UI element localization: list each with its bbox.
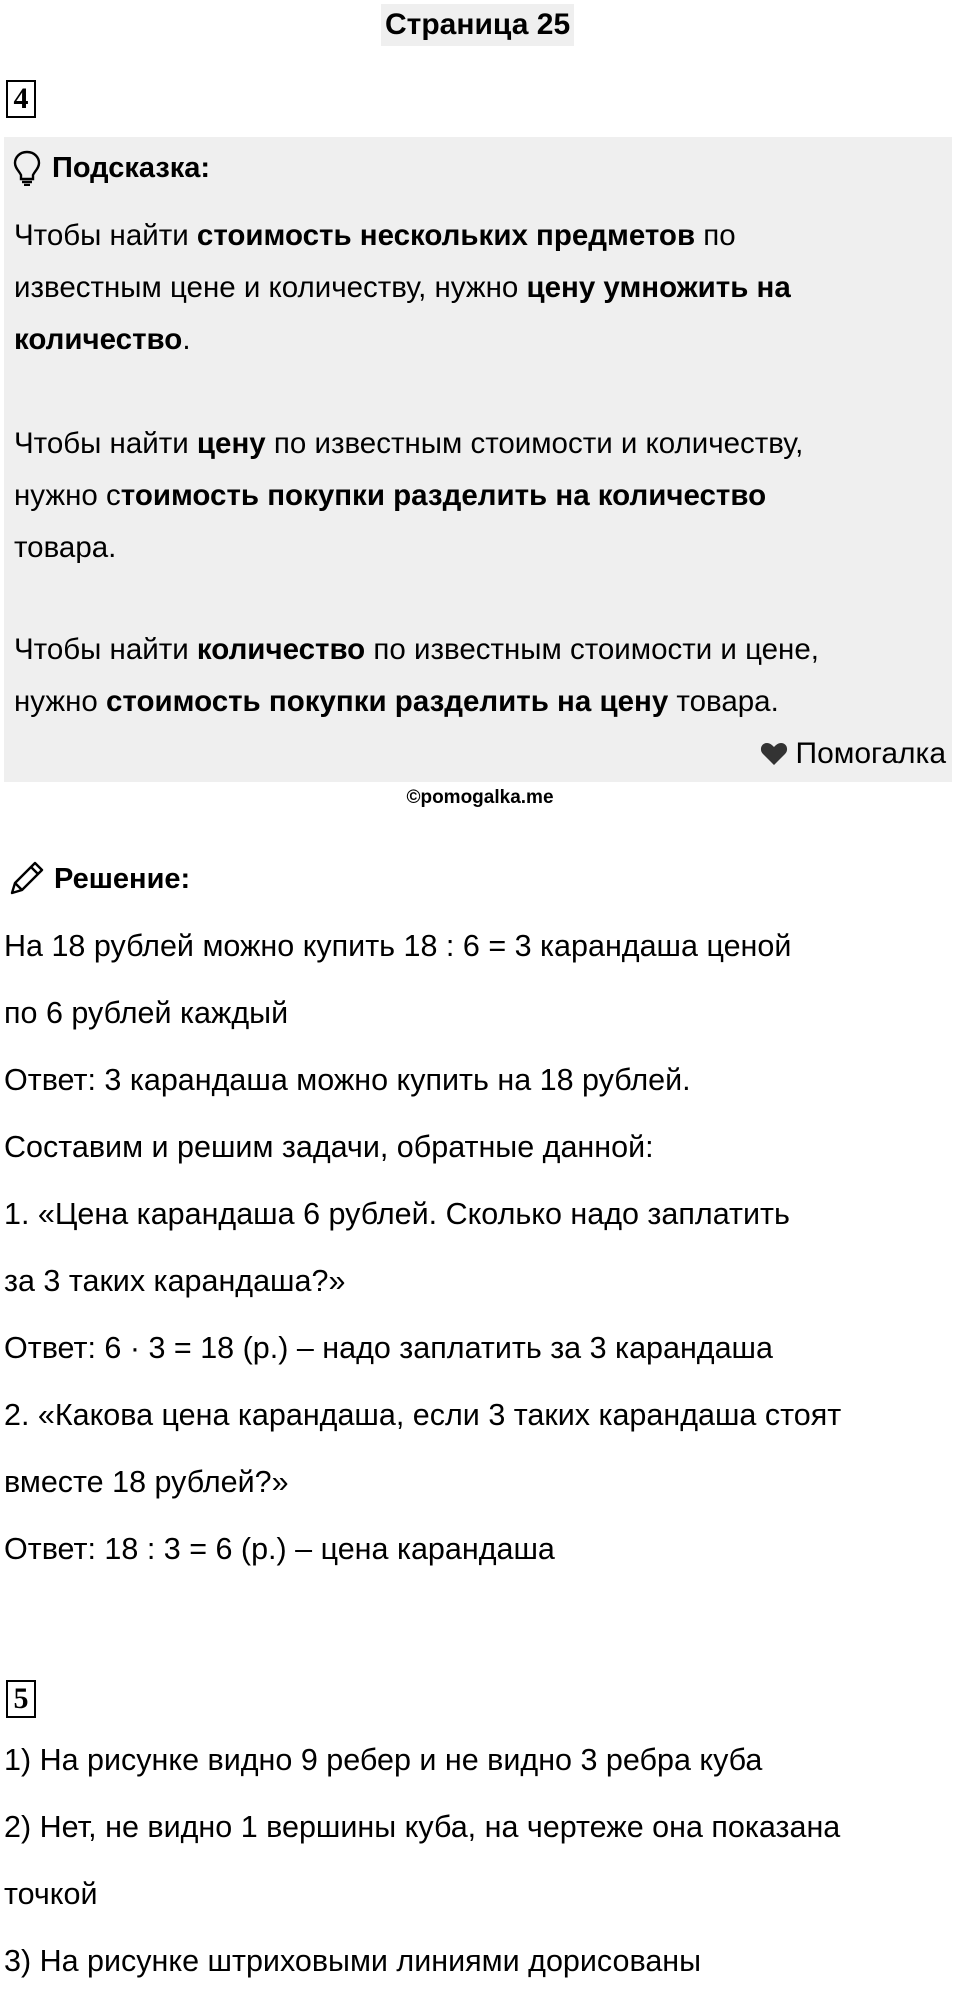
solution-line: На 18 рублей можно купить 18 : 6 = 3 карандаша ценой: [4, 929, 792, 963]
task5-line: 2) Нет, не видно 1 вершины куба, на чертеже она показана: [4, 1810, 841, 1844]
solution-header: [6, 856, 190, 902]
hint-header: [12, 145, 210, 191]
hint-paragraph-3: Чтобы найти количество по известным стоимости и цене, нужно стоимость покупки разделить на цену товара.: [14, 633, 819, 718]
solution-line: Ответ: 3 карандаша можно купить на 18 рублей.: [4, 1063, 691, 1097]
solution-line: за 3 таких карандаша?»: [4, 1264, 346, 1298]
task5-line: точкой: [4, 1877, 98, 1911]
task5-line: 3) На рисунке штриховыми линиями дорисованы: [4, 1944, 702, 1978]
pencil-icon: [6, 859, 46, 899]
brand-name: Помогалка: [795, 737, 946, 770]
solution-line: 2. «Какова цена карандаша, если 3 таких карандаша стоят: [4, 1398, 842, 1432]
solution-line: Ответ: 18 : 3 = 6 (р.) – цена карандаша: [4, 1532, 555, 1566]
solution-line: по 6 рублей каждый: [4, 996, 289, 1030]
solution-line: Ответ: 6 · 3 = 18 (р.) – надо заплатить за 3 карандаша: [4, 1331, 773, 1365]
task-number-4: 4: [6, 80, 36, 118]
hint-paragraph-1: Чтобы найти стоимость нескольких предметов по известным цене и количеству, нужно цену умножить на количество.: [14, 219, 791, 356]
hint-paragraph-2: Чтобы найти цену по известным стоимости и количеству, нужно стоимость покупки разделить на количество товара.: [14, 427, 804, 564]
solution-line: 1. «Цена карандаша 6 рублей. Сколько надо заплатить: [4, 1197, 790, 1231]
hint-title: Подсказка:: [52, 151, 211, 184]
lightbulb-icon: [12, 150, 42, 186]
brand-signature: [760, 732, 947, 776]
solution-title: Решение:: [54, 862, 191, 895]
solution-line: вместе 18 рублей?»: [4, 1465, 289, 1499]
page-title: Страница 25: [381, 4, 574, 46]
task5-line: 1) На рисунке видно 9 ребер и не видно 3 ребра куба: [4, 1743, 763, 1777]
heart-icon: [760, 742, 788, 766]
copyright: ©pomogalka.me: [406, 787, 554, 808]
task-number-5: 5: [6, 1680, 36, 1718]
solution-line: Составим и решим задачи, обратные данной:: [4, 1130, 654, 1164]
